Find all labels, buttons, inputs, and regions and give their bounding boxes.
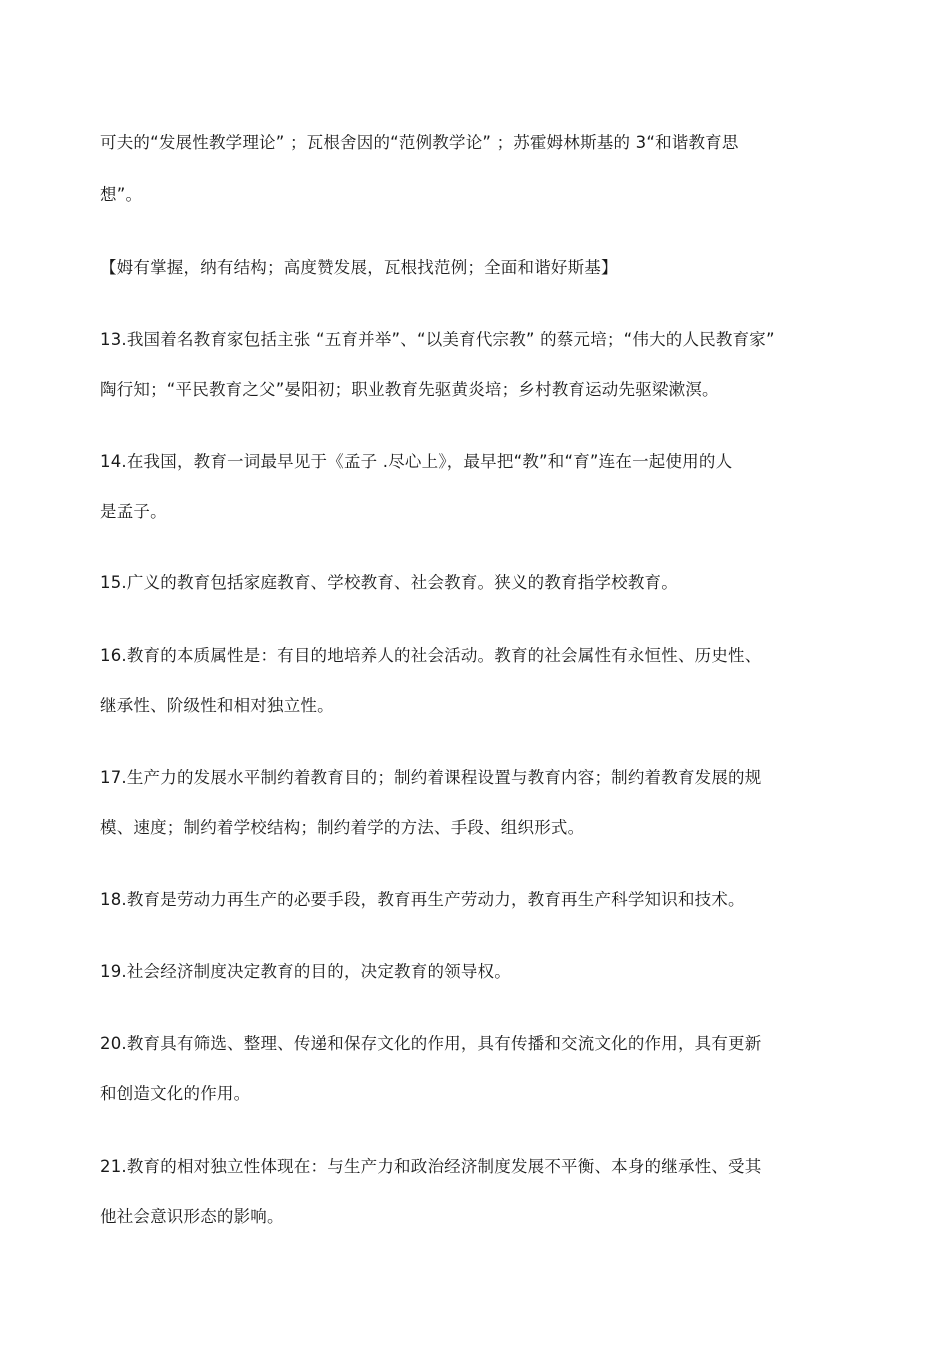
paragraph-continuation-line-1: 可夫的“发展性教学理论” ；瓦根舍因的“范例教学论” ；苏霍姆林斯基的 3“和谐教育思 bbox=[100, 133, 739, 152]
item-21-line-1: 21.教育的相对独立性体现在：与生产力和政治经济制度发展不平衡、本身的继承性、受其 bbox=[100, 1157, 762, 1176]
item-14-line-1: 14.在我国，教育一词最早见于《孟子 .尽心上》，最早把“教”和“育”连在一起使用的人 bbox=[100, 452, 733, 471]
item-20-line-2: 和创造文化的作用。 bbox=[100, 1084, 251, 1103]
item-19-line-1: 19.社会经济制度决定教育的目的，决定教育的领导权。 bbox=[100, 962, 511, 981]
item-16-line-2: 继承性、阶级性和相对独立性。 bbox=[100, 696, 334, 715]
item-20-line-1: 20.教育具有筛选、整理、传递和保存文化的作用，具有传播和交流文化的作用，具有更新 bbox=[100, 1034, 762, 1053]
item-21-line-2: 他社会意识形态的影响。 bbox=[100, 1207, 284, 1226]
item-17-line-2: 模、速度；制约着学校结构；制约着学的方法、手段、组织形式。 bbox=[100, 818, 585, 837]
item-14-line-2: 是孟子。 bbox=[100, 502, 167, 521]
mnemonic-line: 【姆有掌握，纳有结构；高度赞发展，瓦根找范例；全面和谐好斯基】 bbox=[100, 258, 618, 277]
item-18-line-1: 18.教育是劳动力再生产的必要手段，教育再生产劳动力，教育再生产科学知识和技术。 bbox=[100, 890, 745, 909]
item-15-line-1: 15.广义的教育包括家庭教育、学校教育、社会教育。狭义的教育指学校教育。 bbox=[100, 573, 678, 592]
item-16-line-1: 16.教育的本质属性是：有目的地培养人的社会活动。教育的社会属性有永恒性、历史性、 bbox=[100, 646, 762, 665]
item-17-line-1: 17.生产力的发展水平制约着教育目的；制约着课程设置与教育内容；制约着教育发展的规 bbox=[100, 768, 762, 787]
paragraph-continuation-line-2: 想”。 bbox=[100, 185, 143, 204]
item-13-line-2: 陶行知；“平民教育之父”晏阳初；职业教育先驱黄炎培；乡村教育运动先驱梁漱溟。 bbox=[100, 380, 719, 399]
item-13-line-1: 13.我国着名教育家包括主张 “五育并举”、“以美育代宗教” 的蔡元培；“伟大的人民教育家” bbox=[100, 330, 775, 349]
